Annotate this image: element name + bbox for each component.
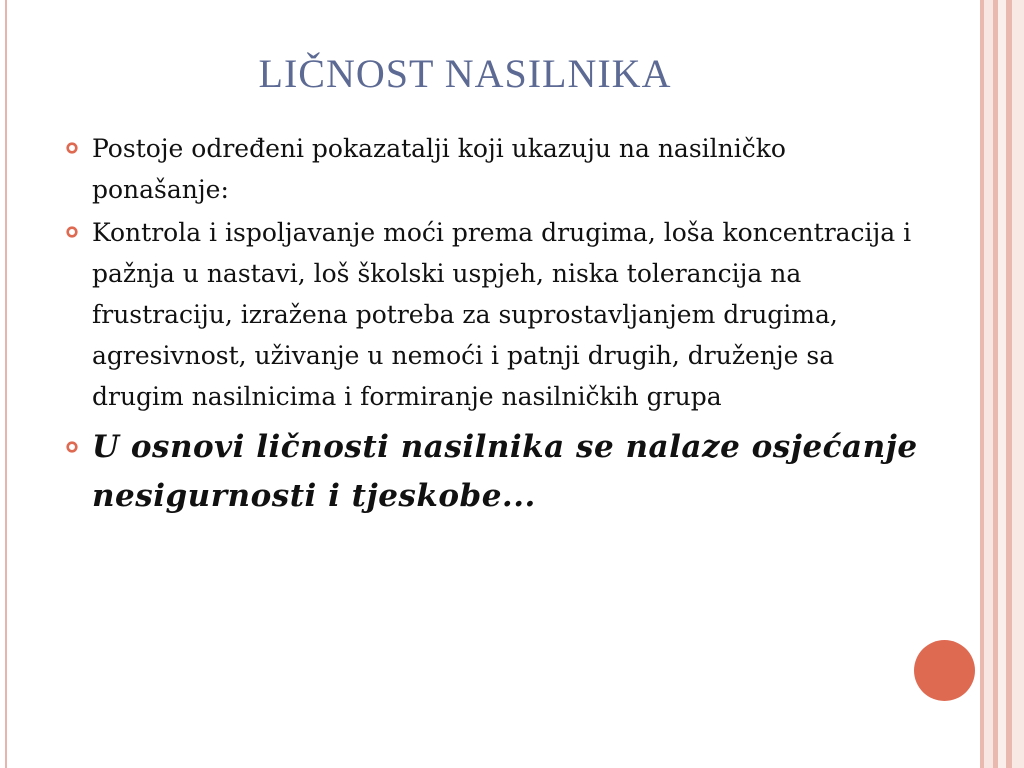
right-border-band <box>984 0 993 768</box>
bullet-item <box>62 212 922 417</box>
ring-bullet-icon <box>66 142 78 154</box>
bullet-item-emphasis <box>62 423 922 521</box>
slide-title: LIČNOST NASILNIKA <box>258 51 672 96</box>
bullet-text: Kontrola i ispoljavanje moći prema drugima, loša koncentracija i pažnja u nastavi, loš školski uspjeh, niska tolerancija na frustraciju, izražena potreba za suprostavljanjem drugima, agresivnost, uživanje u nemoći i patnji drugih, druženje sa drugim nasilnicima i formiranje nasilničkih grupa <box>92 218 912 411</box>
right-border-band <box>1012 0 1024 768</box>
ring-bullet-icon <box>66 226 78 238</box>
right-border-band <box>998 0 1006 768</box>
bullet-text: Postoje određeni pokazatalji koji ukazuju na nasilničko ponašanje: <box>92 134 786 204</box>
left-border-line <box>5 0 7 768</box>
ring-bullet-icon <box>66 441 78 453</box>
decorative-circle <box>914 640 975 701</box>
bullet-item <box>62 128 922 210</box>
bullet-list <box>62 128 922 523</box>
bullet-text: U osnovi ličnosti nasilnika se nalaze osjećanje nesigurnosti i tjeskobe... <box>92 429 918 514</box>
